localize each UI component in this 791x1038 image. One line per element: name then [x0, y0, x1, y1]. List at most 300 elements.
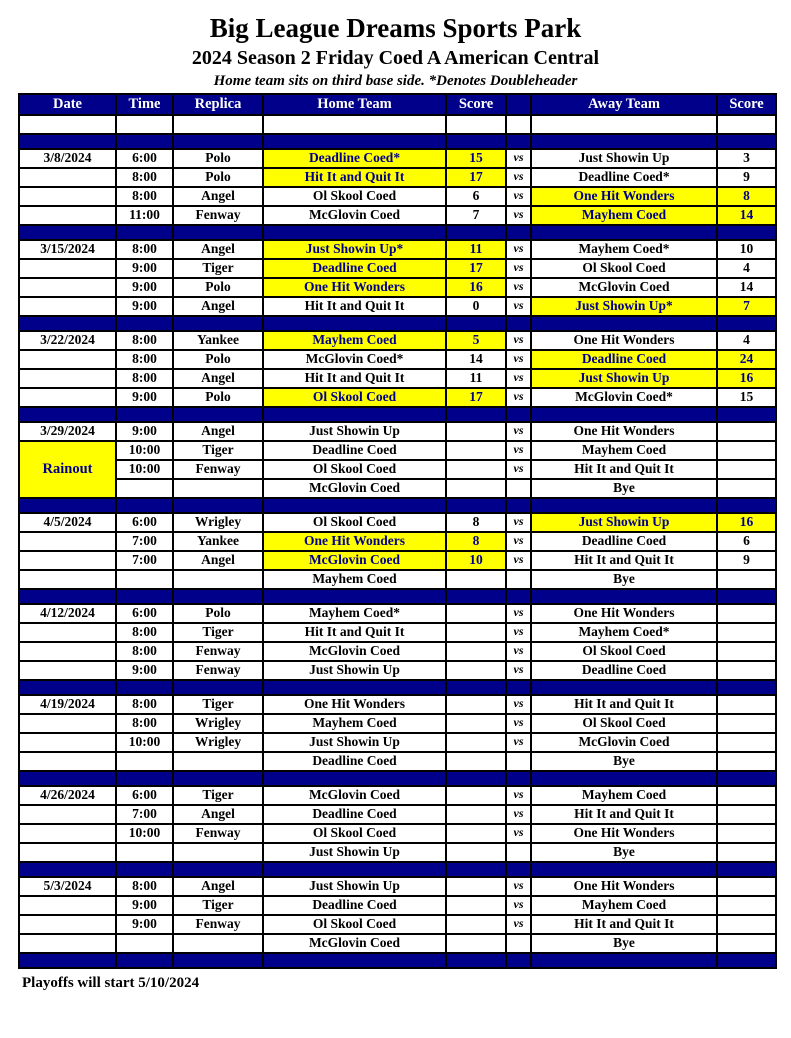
home-score-cell: 0	[446, 297, 506, 316]
page-subtitle: 2024 Season 2 Friday Coed A American Central	[191, 46, 600, 69]
home-team-cell: One Hit Wonders	[263, 532, 446, 551]
time-cell: 9:00	[116, 278, 173, 297]
replica-cell: Angel	[173, 805, 263, 824]
separator-cell	[506, 225, 531, 240]
away-score-cell: 14	[717, 206, 776, 225]
separator-cell	[173, 862, 263, 877]
away-team-cell: One Hit Wonders	[531, 187, 717, 206]
game-row	[19, 259, 776, 278]
game-row	[19, 896, 776, 915]
vs-cell: vs	[506, 149, 531, 168]
away-team-cell: Deadline Coed	[531, 350, 717, 369]
vs-cell: vs	[506, 513, 531, 532]
separator-cell	[19, 316, 116, 331]
separator-cell	[19, 862, 116, 877]
home-team-cell: Deadline Coed	[263, 441, 446, 460]
replica-cell	[173, 570, 263, 589]
game-row	[19, 733, 776, 752]
away-team-cell: Deadline Coed	[531, 532, 717, 551]
date-cell	[19, 896, 116, 915]
replica-cell: Fenway	[173, 915, 263, 934]
separator-cell	[263, 498, 446, 513]
separator-cell	[173, 134, 263, 149]
separator-cell	[531, 498, 717, 513]
replica-cell: Fenway	[173, 824, 263, 843]
vs-cell	[506, 752, 531, 771]
home-score-cell: 14	[446, 350, 506, 369]
time-cell: 10:00	[116, 733, 173, 752]
home-team-cell: Hit It and Quit It	[263, 168, 446, 187]
home-team-cell: McGlovin Coed	[263, 786, 446, 805]
home-team-cell: One Hit Wonders	[263, 278, 446, 297]
time-cell: 8:00	[116, 240, 173, 259]
separator-cell	[263, 771, 446, 786]
date-cell	[19, 187, 116, 206]
game-row	[19, 805, 776, 824]
separator-cell	[263, 316, 446, 331]
vs-cell: vs	[506, 206, 531, 225]
time-cell	[116, 843, 173, 862]
home-team-cell: Just Showin Up	[263, 422, 446, 441]
away-score-cell	[717, 570, 776, 589]
away-score-cell	[717, 604, 776, 623]
game-row	[19, 824, 776, 843]
game-row	[19, 786, 776, 805]
game-row	[19, 604, 776, 623]
home-score-cell	[446, 733, 506, 752]
date-cell	[19, 934, 116, 953]
game-row	[19, 297, 776, 316]
separator-cell	[19, 953, 116, 968]
spacer-row	[19, 115, 776, 134]
away-score-cell	[717, 877, 776, 896]
doubleheader-note: Home team sits on third base side. *Denotes Doubleheader	[213, 72, 578, 89]
away-score-cell	[717, 934, 776, 953]
separator-cell	[116, 680, 173, 695]
separator-cell	[506, 680, 531, 695]
vs-cell: vs	[506, 824, 531, 843]
separator-cell	[531, 680, 717, 695]
separator-row	[19, 316, 776, 331]
separator-cell	[506, 589, 531, 604]
vs-cell: vs	[506, 297, 531, 316]
date-cell	[19, 115, 116, 134]
home-score-cell	[446, 805, 506, 824]
away-team-cell: Mayhem Coed	[531, 441, 717, 460]
separator-cell	[116, 953, 173, 968]
replica-cell	[173, 115, 263, 134]
home-score-cell	[446, 604, 506, 623]
separator-cell	[531, 407, 717, 422]
time-cell: 10:00	[116, 441, 173, 460]
date-cell: 3/29/2024	[19, 422, 116, 441]
time-cell: 6:00	[116, 786, 173, 805]
date-cell	[19, 259, 116, 278]
game-row	[19, 915, 776, 934]
home-team-cell: Ol Skool Coed	[263, 460, 446, 479]
separator-row	[19, 407, 776, 422]
away-team-cell: Bye	[531, 479, 717, 498]
away-score-cell: 10	[717, 240, 776, 259]
date-cell	[19, 350, 116, 369]
away-score-cell	[717, 733, 776, 752]
date-cell	[19, 168, 116, 187]
time-cell	[116, 479, 173, 498]
away-team-cell: Just Showin Up	[531, 369, 717, 388]
home-team-cell: McGlovin Coed	[263, 479, 446, 498]
date-cell	[19, 733, 116, 752]
date-cell	[19, 915, 116, 934]
date-cell	[19, 206, 116, 225]
away-team-cell: McGlovin Coed	[531, 733, 717, 752]
date-cell	[19, 532, 116, 551]
separator-cell	[116, 134, 173, 149]
home-score-cell	[446, 115, 506, 134]
schedule-body	[19, 115, 776, 968]
game-row	[19, 513, 776, 532]
game-row	[19, 570, 776, 589]
away-team-cell: Hit It and Quit It	[531, 551, 717, 570]
playoffs-note: Playoffs will start 5/10/2024	[22, 974, 200, 991]
home-team-cell: McGlovin Coed	[263, 642, 446, 661]
home-score-cell: 11	[446, 369, 506, 388]
vs-cell: vs	[506, 877, 531, 896]
replica-cell: Angel	[173, 369, 263, 388]
away-score-cell	[717, 896, 776, 915]
separator-cell	[116, 771, 173, 786]
away-score-cell: 4	[717, 331, 776, 350]
replica-cell: Wrigley	[173, 714, 263, 733]
replica-cell: Fenway	[173, 460, 263, 479]
separator-cell	[531, 134, 717, 149]
separator-cell	[717, 225, 776, 240]
replica-cell: Fenway	[173, 642, 263, 661]
away-score-cell: 16	[717, 513, 776, 532]
home-score-cell	[446, 752, 506, 771]
replica-cell	[173, 934, 263, 953]
date-cell	[19, 551, 116, 570]
separator-cell	[446, 498, 506, 513]
page-title: Big League Dreams Sports Park	[209, 13, 582, 43]
away-team-cell: One Hit Wonders	[531, 877, 717, 896]
game-row	[19, 752, 776, 771]
away-score-cell: 15	[717, 388, 776, 407]
time-cell: 7:00	[116, 551, 173, 570]
separator-cell	[506, 862, 531, 877]
separator-cell	[531, 225, 717, 240]
away-team-cell: Hit It and Quit It	[531, 805, 717, 824]
vs-cell: vs	[506, 604, 531, 623]
vs-cell: vs	[506, 661, 531, 680]
home-team-cell: Deadline Coed	[263, 752, 446, 771]
date-cell: 4/19/2024	[19, 695, 116, 714]
vs-cell: vs	[506, 896, 531, 915]
game-row	[19, 877, 776, 896]
home-score-cell	[446, 843, 506, 862]
home-score-cell: 10	[446, 551, 506, 570]
home-score-cell: 8	[446, 513, 506, 532]
separator-cell	[446, 134, 506, 149]
home-score-cell	[446, 623, 506, 642]
vs-cell: vs	[506, 786, 531, 805]
replica-cell: Tiger	[173, 896, 263, 915]
home-team-cell: Ol Skool Coed	[263, 824, 446, 843]
home-score-cell	[446, 786, 506, 805]
separator-cell	[446, 589, 506, 604]
away-score-cell: 7	[717, 297, 776, 316]
home-score-cell	[446, 642, 506, 661]
time-cell: 8:00	[116, 877, 173, 896]
away-team-cell: Mayhem Coed*	[531, 240, 717, 259]
home-team-cell: Hit It and Quit It	[263, 623, 446, 642]
separator-cell	[717, 953, 776, 968]
time-cell	[116, 115, 173, 134]
home-score-cell	[446, 915, 506, 934]
time-cell	[116, 934, 173, 953]
vs-cell	[506, 934, 531, 953]
time-cell: 6:00	[116, 604, 173, 623]
separator-cell	[116, 862, 173, 877]
date-cell	[19, 388, 116, 407]
away-score-cell: 4	[717, 259, 776, 278]
date-cell: 4/5/2024	[19, 513, 116, 532]
home-score-cell: 17	[446, 388, 506, 407]
home-team-cell: McGlovin Coed*	[263, 350, 446, 369]
home-team-cell: Ol Skool Coed	[263, 187, 446, 206]
separator-cell	[263, 225, 446, 240]
home-team-cell: McGlovin Coed	[263, 206, 446, 225]
away-score-cell	[717, 460, 776, 479]
home-score-cell: 5	[446, 331, 506, 350]
separator-cell	[717, 589, 776, 604]
date-cell	[19, 752, 116, 771]
separator-cell	[173, 771, 263, 786]
home-score-cell	[446, 695, 506, 714]
vs-cell: vs	[506, 532, 531, 551]
separator-cell	[263, 589, 446, 604]
vs-cell: vs	[506, 642, 531, 661]
separator-cell	[531, 771, 717, 786]
away-score-cell	[717, 479, 776, 498]
time-cell: 9:00	[116, 896, 173, 915]
home-score-cell: 15	[446, 149, 506, 168]
date-cell	[19, 297, 116, 316]
date-cell	[19, 843, 116, 862]
game-row	[19, 388, 776, 407]
home-score-cell	[446, 570, 506, 589]
separator-cell	[173, 589, 263, 604]
home-score-cell	[446, 422, 506, 441]
vs-cell: vs	[506, 623, 531, 642]
game-row	[19, 350, 776, 369]
away-team-cell: Hit It and Quit It	[531, 695, 717, 714]
home-score-cell	[446, 934, 506, 953]
separator-row	[19, 134, 776, 149]
game-row	[19, 369, 776, 388]
time-cell: 8:00	[116, 695, 173, 714]
away-team-cell: Hit It and Quit It	[531, 460, 717, 479]
replica-cell: Wrigley	[173, 513, 263, 532]
schedule-table	[18, 93, 777, 969]
vs-cell: vs	[506, 695, 531, 714]
rainout-cell: Rainout	[19, 441, 116, 498]
date-cell	[19, 824, 116, 843]
away-team-cell: Hit It and Quit It	[531, 915, 717, 934]
time-cell: 9:00	[116, 422, 173, 441]
home-team-cell: Deadline Coed	[263, 805, 446, 824]
replica-cell: Polo	[173, 388, 263, 407]
home-team-cell: Ol Skool Coed	[263, 513, 446, 532]
game-row	[19, 661, 776, 680]
separator-cell	[531, 589, 717, 604]
home-team-cell: Just Showin Up	[263, 661, 446, 680]
separator-cell	[173, 680, 263, 695]
home-score-cell	[446, 661, 506, 680]
game-row	[19, 187, 776, 206]
separator-cell	[19, 771, 116, 786]
replica-cell: Polo	[173, 604, 263, 623]
separator-cell	[263, 680, 446, 695]
date-cell	[19, 714, 116, 733]
game-row	[19, 168, 776, 187]
away-team-cell: One Hit Wonders	[531, 422, 717, 441]
header-away-team: Away Team	[531, 94, 717, 115]
game-row	[19, 422, 776, 441]
home-score-cell: 6	[446, 187, 506, 206]
separator-row	[19, 771, 776, 786]
replica-cell: Polo	[173, 168, 263, 187]
vs-cell: vs	[506, 369, 531, 388]
replica-cell: Yankee	[173, 532, 263, 551]
time-cell: 8:00	[116, 623, 173, 642]
vs-cell: vs	[506, 915, 531, 934]
away-team-cell: One Hit Wonders	[531, 331, 717, 350]
separator-cell	[506, 407, 531, 422]
separator-cell	[717, 316, 776, 331]
replica-cell: Tiger	[173, 695, 263, 714]
home-score-cell	[446, 479, 506, 498]
replica-cell: Angel	[173, 422, 263, 441]
home-team-cell: Hit It and Quit It	[263, 297, 446, 316]
time-cell: 7:00	[116, 805, 173, 824]
replica-cell: Angel	[173, 187, 263, 206]
replica-cell: Wrigley	[173, 733, 263, 752]
vs-cell: vs	[506, 350, 531, 369]
away-score-cell: 6	[717, 532, 776, 551]
separator-cell	[19, 407, 116, 422]
away-team-cell: Mayhem Coed	[531, 896, 717, 915]
replica-cell: Tiger	[173, 259, 263, 278]
time-cell: 9:00	[116, 297, 173, 316]
separator-cell	[263, 407, 446, 422]
separator-cell	[19, 225, 116, 240]
home-team-cell: Mayhem Coed	[263, 331, 446, 350]
time-cell: 8:00	[116, 187, 173, 206]
home-score-cell	[446, 824, 506, 843]
home-score-cell: 17	[446, 168, 506, 187]
game-row	[19, 843, 776, 862]
separator-cell	[531, 862, 717, 877]
separator-row	[19, 498, 776, 513]
date-cell: 5/3/2024	[19, 877, 116, 896]
separator-cell	[173, 225, 263, 240]
separator-cell	[173, 407, 263, 422]
away-team-cell: Just Showin Up	[531, 149, 717, 168]
time-cell: 8:00	[116, 369, 173, 388]
vs-cell: vs	[506, 460, 531, 479]
game-row	[19, 331, 776, 350]
away-score-cell	[717, 695, 776, 714]
vs-cell: vs	[506, 331, 531, 350]
home-score-cell: 16	[446, 278, 506, 297]
game-row	[19, 479, 776, 498]
home-team-cell: Deadline Coed	[263, 259, 446, 278]
away-score-cell	[717, 824, 776, 843]
separator-cell	[116, 316, 173, 331]
separator-cell	[173, 953, 263, 968]
separator-cell	[717, 680, 776, 695]
separator-cell	[531, 953, 717, 968]
vs-cell: vs	[506, 714, 531, 733]
header-vs	[506, 94, 531, 115]
separator-cell	[116, 498, 173, 513]
replica-cell: Fenway	[173, 206, 263, 225]
time-cell: 11:00	[116, 206, 173, 225]
separator-cell	[717, 862, 776, 877]
separator-row	[19, 589, 776, 604]
vs-cell: vs	[506, 805, 531, 824]
date-cell	[19, 570, 116, 589]
home-score-cell	[446, 441, 506, 460]
away-score-cell	[717, 786, 776, 805]
separator-cell	[506, 771, 531, 786]
away-score-cell	[717, 422, 776, 441]
separator-cell	[506, 498, 531, 513]
replica-cell: Polo	[173, 350, 263, 369]
separator-row	[19, 225, 776, 240]
time-cell: 8:00	[116, 168, 173, 187]
away-score-cell	[717, 642, 776, 661]
game-row	[19, 460, 776, 479]
time-cell: 8:00	[116, 642, 173, 661]
separator-row	[19, 862, 776, 877]
vs-cell: vs	[506, 733, 531, 752]
replica-cell: Tiger	[173, 441, 263, 460]
home-team-cell: Just Showin Up*	[263, 240, 446, 259]
separator-cell	[506, 953, 531, 968]
separator-cell	[506, 316, 531, 331]
time-cell: 10:00	[116, 824, 173, 843]
away-team-cell: Mayhem Coed	[531, 206, 717, 225]
date-cell	[19, 623, 116, 642]
replica-cell	[173, 843, 263, 862]
replica-cell: Angel	[173, 877, 263, 896]
separator-cell	[446, 316, 506, 331]
replica-cell: Yankee	[173, 331, 263, 350]
away-score-cell: 24	[717, 350, 776, 369]
vs-cell: vs	[506, 168, 531, 187]
home-score-cell	[446, 714, 506, 733]
away-team-cell	[531, 115, 717, 134]
away-team-cell: Just Showin Up	[531, 513, 717, 532]
separator-row	[19, 953, 776, 968]
game-row	[19, 206, 776, 225]
time-cell: 8:00	[116, 714, 173, 733]
time-cell: 9:00	[116, 388, 173, 407]
home-team-cell: Just Showin Up	[263, 843, 446, 862]
home-team-cell: Hit It and Quit It	[263, 369, 446, 388]
separator-cell	[446, 680, 506, 695]
